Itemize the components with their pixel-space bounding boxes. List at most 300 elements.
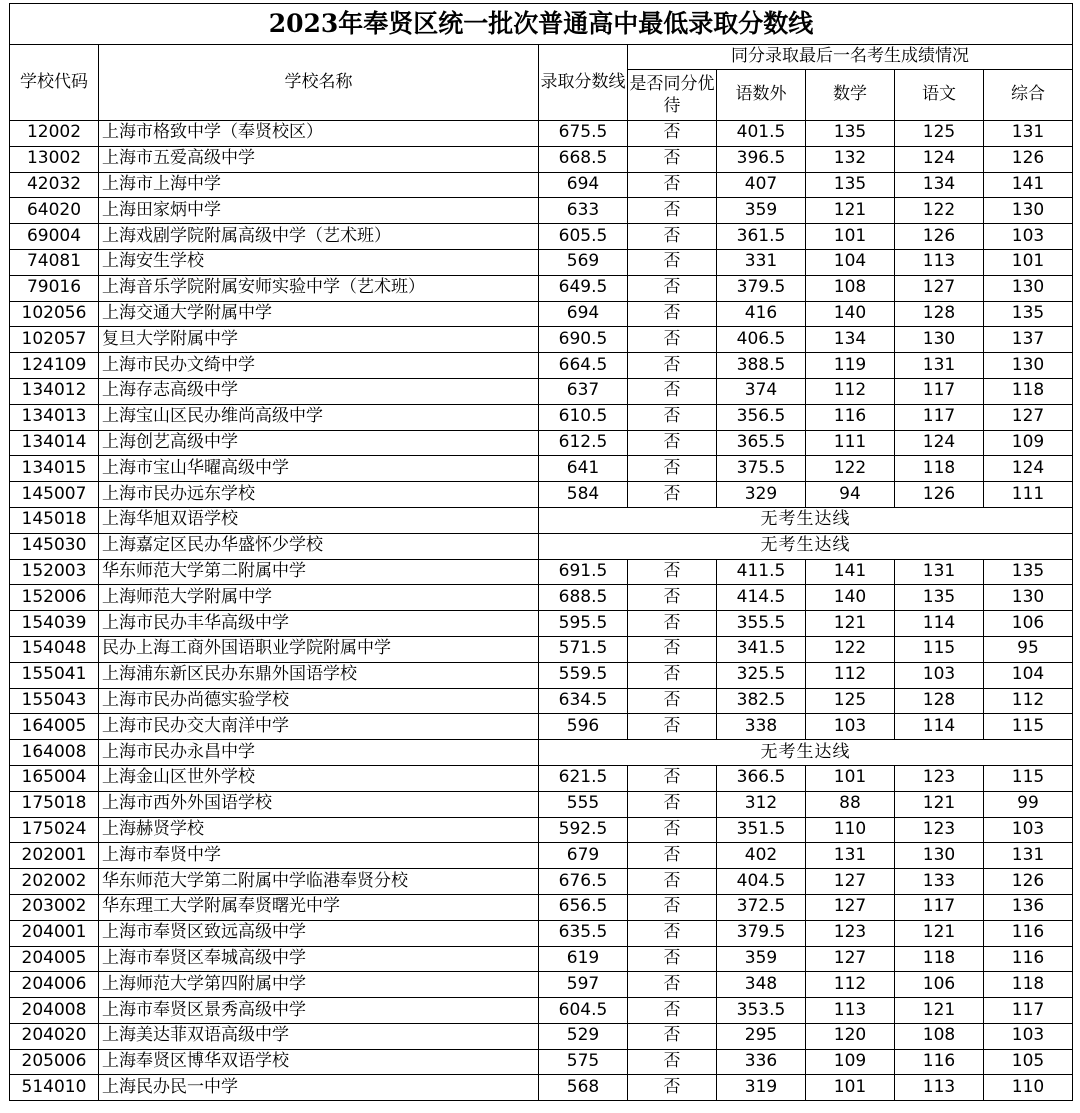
composite-cell: 105 (984, 1049, 1073, 1075)
table-row (10, 946, 1073, 972)
school-name-cell: 上海市上海中学 (99, 172, 539, 198)
math-cell: 122 (806, 456, 895, 482)
school-name-cell: 上海安生学校 (99, 249, 539, 275)
math-cell: 140 (806, 585, 895, 611)
composite-cell: 130 (984, 585, 1073, 611)
chinese-cell: 106 (895, 972, 984, 998)
school-code-cell: 155043 (10, 688, 99, 714)
admission-score-table (9, 3, 1073, 1101)
admission-score-cell: 676.5 (539, 869, 628, 895)
admission-score-cell: 555 (539, 791, 628, 817)
math-cell: 104 (806, 249, 895, 275)
composite-cell: 124 (984, 456, 1073, 482)
composite-cell: 137 (984, 327, 1073, 353)
chinese-cell: 116 (895, 1049, 984, 1075)
admission-score-cell: 619 (539, 946, 628, 972)
table-row (10, 482, 1073, 508)
math-cell: 132 (806, 146, 895, 172)
tie-priority-cell: 否 (628, 249, 717, 275)
school-code-cell: 145030 (10, 533, 99, 559)
math-cell: 113 (806, 998, 895, 1024)
math-cell: 101 (806, 224, 895, 250)
tie-priority-cell: 否 (628, 791, 717, 817)
table-row (10, 224, 1073, 250)
composite-cell: 131 (984, 121, 1073, 147)
tie-priority-cell: 否 (628, 378, 717, 404)
school-name-cell: 复旦大学附属中学 (99, 327, 539, 353)
chinese-cell: 134 (895, 172, 984, 198)
school-code-cell: 204006 (10, 972, 99, 998)
tie-priority-cell: 否 (628, 920, 717, 946)
admission-score-cell: 596 (539, 714, 628, 740)
tie-priority-cell: 否 (628, 843, 717, 869)
school-name-cell: 上海师范大学第四附属中学 (99, 972, 539, 998)
school-code-cell: 134012 (10, 378, 99, 404)
school-name-cell: 华东理工大学附属奉贤曙光中学 (99, 894, 539, 920)
yushuwai-cell: 338 (717, 714, 806, 740)
admission-score-cell: 621.5 (539, 765, 628, 791)
admission-score-cell: 568 (539, 1075, 628, 1101)
header-composite: 综合 (984, 70, 1073, 121)
chinese-cell: 108 (895, 1023, 984, 1049)
tie-priority-cell: 否 (628, 1049, 717, 1075)
yushuwai-cell: 372.5 (717, 894, 806, 920)
school-code-cell: 152006 (10, 585, 99, 611)
admission-score-cell: 605.5 (539, 224, 628, 250)
table-row (10, 636, 1073, 662)
header-tie-priority: 是否同分优待 (628, 70, 717, 121)
school-code-cell: 145007 (10, 482, 99, 508)
table-title: 2023年奉贤区统一批次普通高中最低录取分数线 (10, 4, 1073, 45)
table-row (10, 714, 1073, 740)
composite-cell: 116 (984, 920, 1073, 946)
tie-priority-cell: 否 (628, 482, 717, 508)
school-code-cell: 164008 (10, 740, 99, 766)
school-name-cell: 上海田家炳中学 (99, 198, 539, 224)
table-row (10, 894, 1073, 920)
math-cell: 112 (806, 972, 895, 998)
school-code-cell: 514010 (10, 1075, 99, 1101)
admission-score-cell: 575 (539, 1049, 628, 1075)
school-code-cell: 175024 (10, 817, 99, 843)
composite-cell: 141 (984, 172, 1073, 198)
yushuwai-cell: 388.5 (717, 353, 806, 379)
yushuwai-cell: 374 (717, 378, 806, 404)
admission-score-cell: 694 (539, 172, 628, 198)
school-name-cell: 上海嘉定区民办华盛怀少学校 (99, 533, 539, 559)
tie-priority-cell: 否 (628, 224, 717, 250)
admission-score-cell: 529 (539, 1023, 628, 1049)
yushuwai-cell: 356.5 (717, 404, 806, 430)
school-name-cell: 民办上海工商外国语职业学院附属中学 (99, 636, 539, 662)
school-name-cell: 上海市民办尚德实验学校 (99, 688, 539, 714)
school-name-cell: 上海市奉贤区致远高级中学 (99, 920, 539, 946)
yushuwai-cell: 382.5 (717, 688, 806, 714)
tie-priority-cell: 否 (628, 275, 717, 301)
math-cell: 109 (806, 1049, 895, 1075)
math-cell: 101 (806, 765, 895, 791)
table-row (10, 121, 1073, 147)
school-code-cell: 164005 (10, 714, 99, 740)
chinese-cell: 115 (895, 636, 984, 662)
admission-score-cell: 664.5 (539, 353, 628, 379)
table-row (10, 765, 1073, 791)
composite-cell: 110 (984, 1075, 1073, 1101)
yushuwai-cell: 396.5 (717, 146, 806, 172)
admission-score-cell: 610.5 (539, 404, 628, 430)
school-code-cell: 134014 (10, 430, 99, 456)
chinese-cell: 124 (895, 146, 984, 172)
school-name-cell: 华东师范大学第二附属中学临港奉贤分校 (99, 869, 539, 895)
composite-cell: 131 (984, 843, 1073, 869)
math-cell: 127 (806, 869, 895, 895)
chinese-cell: 118 (895, 456, 984, 482)
chinese-cell: 113 (895, 1075, 984, 1101)
yushuwai-cell: 414.5 (717, 585, 806, 611)
yushuwai-cell: 341.5 (717, 636, 806, 662)
school-name-cell: 上海市奉贤中学 (99, 843, 539, 869)
yushuwai-cell: 402 (717, 843, 806, 869)
admission-score-cell: 694 (539, 301, 628, 327)
tie-priority-cell: 否 (628, 714, 717, 740)
school-code-cell: 64020 (10, 198, 99, 224)
chinese-cell: 114 (895, 714, 984, 740)
admission-score-cell: 691.5 (539, 559, 628, 585)
school-name-cell: 上海市民办远东学校 (99, 482, 539, 508)
composite-cell: 99 (984, 791, 1073, 817)
school-name-cell: 上海浦东新区民办东鼎外国语学校 (99, 662, 539, 688)
school-name-cell: 上海市西外外国语学校 (99, 791, 539, 817)
tie-priority-cell: 否 (628, 353, 717, 379)
table-row (10, 249, 1073, 275)
composite-cell: 103 (984, 224, 1073, 250)
composite-cell: 117 (984, 998, 1073, 1024)
math-cell: 125 (806, 688, 895, 714)
composite-cell: 136 (984, 894, 1073, 920)
composite-cell: 118 (984, 378, 1073, 404)
yushuwai-cell: 351.5 (717, 817, 806, 843)
school-name-cell: 上海戏剧学院附属高级中学（艺术班） (99, 224, 539, 250)
admission-score-cell: 690.5 (539, 327, 628, 353)
school-name-cell: 上海市民办交大南洋中学 (99, 714, 539, 740)
table-row (10, 611, 1073, 637)
school-name-cell: 上海市民办文绮中学 (99, 353, 539, 379)
yushuwai-cell: 329 (717, 482, 806, 508)
chinese-cell: 103 (895, 662, 984, 688)
math-cell: 108 (806, 275, 895, 301)
tie-priority-cell: 否 (628, 972, 717, 998)
math-cell: 94 (806, 482, 895, 508)
chinese-cell: 126 (895, 482, 984, 508)
table-row (10, 740, 1073, 766)
tie-priority-cell: 否 (628, 404, 717, 430)
yushuwai-cell: 336 (717, 1049, 806, 1075)
admission-score-cell: 595.5 (539, 611, 628, 637)
header-yushuwai: 语数外 (717, 70, 806, 121)
school-code-cell: 134013 (10, 404, 99, 430)
composite-cell: 106 (984, 611, 1073, 637)
yushuwai-cell: 416 (717, 301, 806, 327)
admission-score-cell: 675.5 (539, 121, 628, 147)
math-cell: 88 (806, 791, 895, 817)
chinese-cell: 124 (895, 430, 984, 456)
math-cell: 127 (806, 946, 895, 972)
admission-score-cell: 688.5 (539, 585, 628, 611)
math-cell: 103 (806, 714, 895, 740)
yushuwai-cell: 325.5 (717, 662, 806, 688)
tie-priority-cell: 否 (628, 946, 717, 972)
yushuwai-cell: 406.5 (717, 327, 806, 353)
yushuwai-cell: 365.5 (717, 430, 806, 456)
table-row (10, 688, 1073, 714)
composite-cell: 115 (984, 765, 1073, 791)
table-row (10, 920, 1073, 946)
admission-score-cell: 649.5 (539, 275, 628, 301)
chinese-cell: 130 (895, 843, 984, 869)
yushuwai-cell: 331 (717, 249, 806, 275)
school-code-cell: 102056 (10, 301, 99, 327)
school-code-cell: 152003 (10, 559, 99, 585)
math-cell: 119 (806, 353, 895, 379)
composite-cell: 135 (984, 559, 1073, 585)
school-name-cell: 上海奉贤区博华双语学校 (99, 1049, 539, 1075)
tie-priority-cell: 否 (628, 559, 717, 585)
chinese-cell: 123 (895, 817, 984, 843)
admission-score-cell: 569 (539, 249, 628, 275)
school-name-cell: 上海市民办永昌中学 (99, 740, 539, 766)
admission-score-cell: 592.5 (539, 817, 628, 843)
school-name-cell: 上海音乐学院附属安师实验中学（艺术班） (99, 275, 539, 301)
math-cell: 141 (806, 559, 895, 585)
school-code-cell: 154048 (10, 636, 99, 662)
table-row (10, 430, 1073, 456)
school-code-cell: 204001 (10, 920, 99, 946)
school-name-cell: 上海市民办丰华高级中学 (99, 611, 539, 637)
yushuwai-cell: 312 (717, 791, 806, 817)
table-row (10, 662, 1073, 688)
chinese-cell: 128 (895, 301, 984, 327)
school-code-cell: 202001 (10, 843, 99, 869)
header-math: 数学 (806, 70, 895, 121)
header-tie-break-group: 同分录取最后一名考生成绩情况 (628, 45, 1073, 70)
tie-priority-cell: 否 (628, 121, 717, 147)
math-cell: 127 (806, 894, 895, 920)
school-code-cell: 134015 (10, 456, 99, 482)
math-cell: 135 (806, 172, 895, 198)
school-code-cell: 74081 (10, 249, 99, 275)
chinese-cell: 121 (895, 998, 984, 1024)
admission-score-cell: 597 (539, 972, 628, 998)
tie-priority-cell: 否 (628, 611, 717, 637)
school-name-cell: 上海市格致中学（奉贤校区） (99, 121, 539, 147)
school-name-cell: 上海宝山区民办维尚高级中学 (99, 404, 539, 430)
chinese-cell: 126 (895, 224, 984, 250)
tie-priority-cell: 否 (628, 327, 717, 353)
admission-score-cell: 641 (539, 456, 628, 482)
table-row (10, 869, 1073, 895)
no-qualified-candidate-note: 无考生达线 (539, 533, 1073, 559)
yushuwai-cell: 375.5 (717, 456, 806, 482)
school-name-cell: 上海师范大学附属中学 (99, 585, 539, 611)
admission-score-cell: 656.5 (539, 894, 628, 920)
yushuwai-cell: 404.5 (717, 869, 806, 895)
math-cell: 111 (806, 430, 895, 456)
table-row (10, 1023, 1073, 1049)
admission-score-cell: 679 (539, 843, 628, 869)
table-row (10, 791, 1073, 817)
school-name-cell: 上海赫贤学校 (99, 817, 539, 843)
table-row (10, 172, 1073, 198)
math-cell: 101 (806, 1075, 895, 1101)
yushuwai-cell: 353.5 (717, 998, 806, 1024)
table-row (10, 456, 1073, 482)
math-cell: 140 (806, 301, 895, 327)
table-row (10, 533, 1073, 559)
tie-priority-cell: 否 (628, 998, 717, 1024)
composite-cell: 104 (984, 662, 1073, 688)
table-row (10, 507, 1073, 533)
school-name-cell: 上海市宝山华曜高级中学 (99, 456, 539, 482)
admission-score-cell: 612.5 (539, 430, 628, 456)
table-row (10, 998, 1073, 1024)
tie-priority-cell: 否 (628, 146, 717, 172)
tie-priority-cell: 否 (628, 894, 717, 920)
yushuwai-cell: 407 (717, 172, 806, 198)
yushuwai-cell: 348 (717, 972, 806, 998)
school-code-cell: 204020 (10, 1023, 99, 1049)
yushuwai-cell: 295 (717, 1023, 806, 1049)
chinese-cell: 128 (895, 688, 984, 714)
composite-cell: 126 (984, 146, 1073, 172)
tie-priority-cell: 否 (628, 765, 717, 791)
tie-priority-cell: 否 (628, 688, 717, 714)
yushuwai-cell: 359 (717, 946, 806, 972)
school-code-cell: 145018 (10, 507, 99, 533)
composite-cell: 103 (984, 817, 1073, 843)
header-school-code: 学校代码 (10, 45, 99, 121)
admission-score-cell: 559.5 (539, 662, 628, 688)
yushuwai-cell: 366.5 (717, 765, 806, 791)
chinese-cell: 125 (895, 121, 984, 147)
chinese-cell: 135 (895, 585, 984, 611)
admission-score-cell: 571.5 (539, 636, 628, 662)
composite-cell: 130 (984, 353, 1073, 379)
table-body (10, 121, 1073, 1101)
math-cell: 110 (806, 817, 895, 843)
yushuwai-cell: 379.5 (717, 275, 806, 301)
school-code-cell: 205006 (10, 1049, 99, 1075)
yushuwai-cell: 355.5 (717, 611, 806, 637)
yushuwai-cell: 411.5 (717, 559, 806, 585)
yushuwai-cell: 379.5 (717, 920, 806, 946)
header-school-name: 学校名称 (99, 45, 539, 121)
math-cell: 135 (806, 121, 895, 147)
composite-cell: 135 (984, 301, 1073, 327)
admission-score-cell: 635.5 (539, 920, 628, 946)
school-code-cell: 79016 (10, 275, 99, 301)
admission-score-cell: 604.5 (539, 998, 628, 1024)
school-name-cell: 上海市五爱高级中学 (99, 146, 539, 172)
math-cell: 131 (806, 843, 895, 869)
composite-cell: 130 (984, 198, 1073, 224)
composite-cell: 130 (984, 275, 1073, 301)
math-cell: 116 (806, 404, 895, 430)
math-cell: 122 (806, 636, 895, 662)
chinese-cell: 118 (895, 946, 984, 972)
admission-score-cell: 668.5 (539, 146, 628, 172)
chinese-cell: 131 (895, 353, 984, 379)
composite-cell: 116 (984, 946, 1073, 972)
table-row (10, 1049, 1073, 1075)
school-name-cell: 上海民办民一中学 (99, 1075, 539, 1101)
yushuwai-cell: 319 (717, 1075, 806, 1101)
math-cell: 112 (806, 378, 895, 404)
chinese-cell: 114 (895, 611, 984, 637)
math-cell: 120 (806, 1023, 895, 1049)
tie-priority-cell: 否 (628, 172, 717, 198)
school-code-cell: 69004 (10, 224, 99, 250)
yushuwai-cell: 361.5 (717, 224, 806, 250)
math-cell: 121 (806, 198, 895, 224)
table-row (10, 327, 1073, 353)
school-code-cell: 155041 (10, 662, 99, 688)
table-row (10, 146, 1073, 172)
math-cell: 123 (806, 920, 895, 946)
school-name-cell: 上海华旭双语学校 (99, 507, 539, 533)
no-qualified-candidate-note: 无考生达线 (539, 740, 1073, 766)
school-code-cell: 204008 (10, 998, 99, 1024)
tie-priority-cell: 否 (628, 636, 717, 662)
tie-priority-cell: 否 (628, 585, 717, 611)
school-code-cell: 12002 (10, 121, 99, 147)
chinese-cell: 113 (895, 249, 984, 275)
school-code-cell: 175018 (10, 791, 99, 817)
school-code-cell: 165004 (10, 765, 99, 791)
table-row (10, 1075, 1073, 1101)
chinese-cell: 121 (895, 791, 984, 817)
composite-cell: 127 (984, 404, 1073, 430)
chinese-cell: 121 (895, 920, 984, 946)
admission-score-cell: 633 (539, 198, 628, 224)
tie-priority-cell: 否 (628, 662, 717, 688)
school-name-cell: 上海创艺高级中学 (99, 430, 539, 456)
composite-cell: 111 (984, 482, 1073, 508)
chinese-cell: 130 (895, 327, 984, 353)
composite-cell: 103 (984, 1023, 1073, 1049)
table-row (10, 817, 1073, 843)
chinese-cell: 127 (895, 275, 984, 301)
chinese-cell: 122 (895, 198, 984, 224)
tie-priority-cell: 否 (628, 869, 717, 895)
chinese-cell: 117 (895, 404, 984, 430)
admission-score-cell: 584 (539, 482, 628, 508)
table-row (10, 585, 1073, 611)
school-code-cell: 154039 (10, 611, 99, 637)
math-cell: 112 (806, 662, 895, 688)
school-code-cell: 102057 (10, 327, 99, 353)
table-row (10, 353, 1073, 379)
table-row (10, 378, 1073, 404)
school-code-cell: 204005 (10, 946, 99, 972)
composite-cell: 126 (984, 869, 1073, 895)
admission-score-cell: 634.5 (539, 688, 628, 714)
school-name-cell: 上海金山区世外学校 (99, 765, 539, 791)
composite-cell: 101 (984, 249, 1073, 275)
school-name-cell: 上海美达菲双语高级中学 (99, 1023, 539, 1049)
tie-priority-cell: 否 (628, 301, 717, 327)
composite-cell: 118 (984, 972, 1073, 998)
header-chinese: 语文 (895, 70, 984, 121)
